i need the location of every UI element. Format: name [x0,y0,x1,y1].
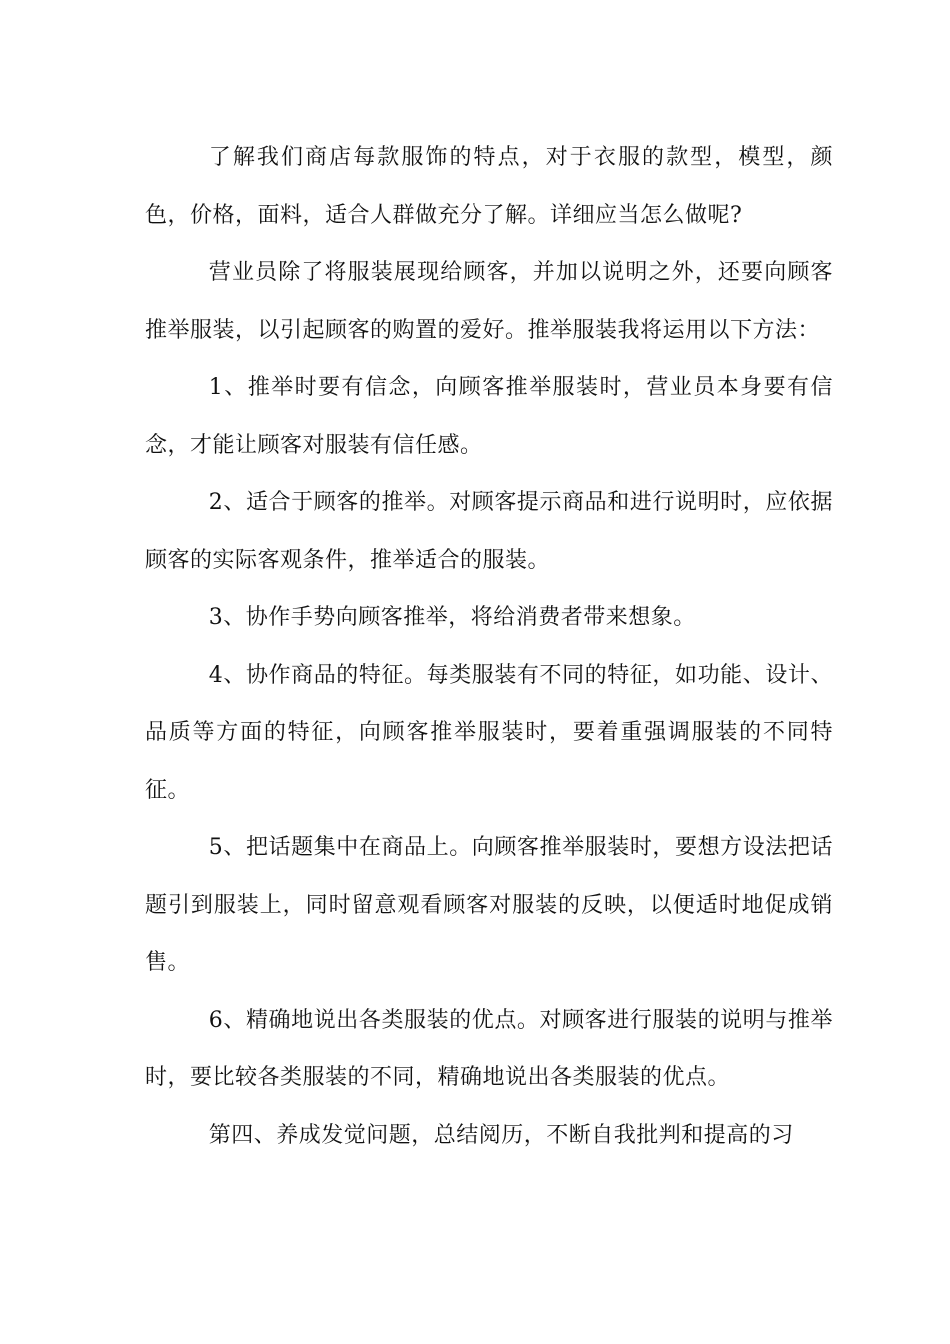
paragraph-product-knowledge: 了解我们商店每款服饰的特点，对于衣服的款型，模型，颜色，价格，面料，适合人群做充分了解。详细应当怎么做呢? [145,145,833,228]
paragraph-recommend-intro: 营业员除了将服装展现给顾客，并加以说明之外，还要向顾客推举服装，以引起顾客的购置的爱好。推举服装我将运用以下方法： [145,260,833,343]
paragraph-method-1: 1、推举时要有信念，向顾客推举服装时，营业员本身要有信念，才能让顾客对服装有信任感。 [145,375,833,458]
document-body [145,129,833,1164]
paragraph-method-3: 3、协作手势向顾客推举，将给消费者带来想象。 [208,605,696,630]
paragraph-method-2: 2、适合于顾客的推举。对顾客提示商品和进行说明时，应依据顾客的实际客观条件，推举适合的服装。 [145,490,833,573]
paragraph-method-5: 5、把话题集中在商品上。向顾客推举服装时，要想方设法把话题引到服装上，同时留意观看顾客对服装的反映，以便适时地促成销售。 [145,835,833,975]
paragraph-method-6: 6、精确地说出各类服装的优点。对顾客进行服装的说明与推举时，要比较各类服装的不同，精确地说出各类服装的优点。 [145,1007,833,1090]
paragraph-method-4: 4、协作商品的特征。每类服装有不同的特征，如功能、设计、品质等方面的特征，向顾客推举服装时，要着重强调服装的不同特征。 [145,662,833,803]
paragraph-section-four: 第四、养成发觉问题，总结阅历，不断自我批判和提高的习 [208,1122,794,1148]
